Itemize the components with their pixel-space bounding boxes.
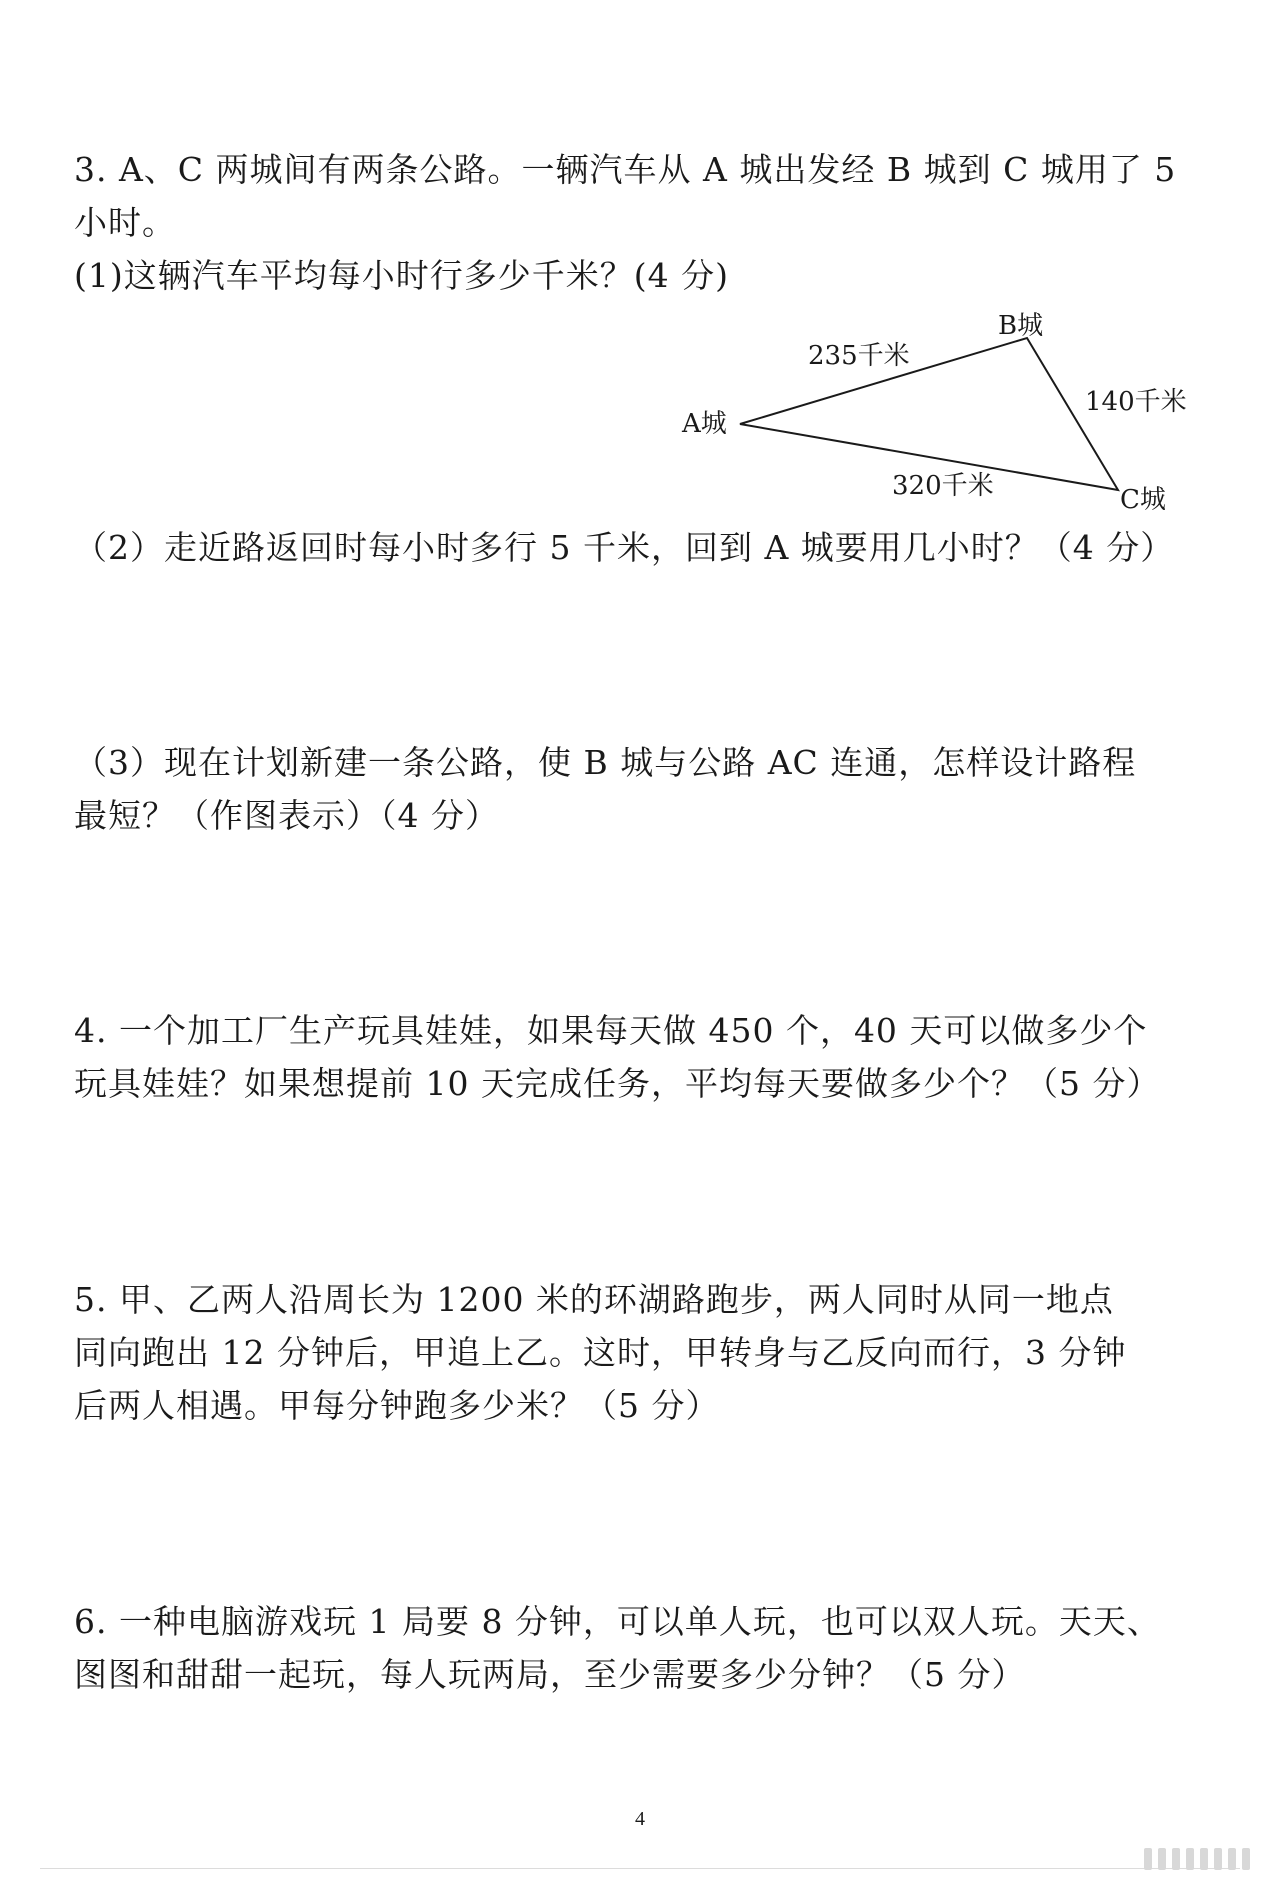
q5-text-line3: 后两人相遇。甲每分钟跑多少米？（5 分） [74,1386,720,1425]
q4-text-line1: 4. 一个加工厂生产玩具娃娃，如果每天做 450 个，40 天可以做多少个 [74,1011,1148,1050]
q3-text-line1: 3. A、C 两城间有两条公路。一辆汽车从 A 城出发经 B 城到 C 城用了 5 [74,150,1177,189]
footer-rule [40,1868,1240,1869]
q3-part3-line2: 最短？（作图表示）（4 分） [74,796,499,835]
q6-text-line2: 图图和甜甜一起玩，每人玩两局，至少需要多少分钟？（5 分） [74,1655,1026,1694]
q4-text-line2: 玩具娃娃？如果想提前 10 天完成任务，平均每天要做多少个？（5 分） [74,1064,1161,1103]
label-distance-bc: 140千米 [1085,387,1187,417]
scan-mark [1172,1848,1180,1870]
scan-mark [1186,1848,1194,1870]
scan-mark [1144,1848,1152,1870]
label-distance-ab: 235千米 [808,341,910,371]
q3-text-line2: 小时。 [74,203,176,242]
triangle-diagram [0,0,1280,560]
page-number: 4 [635,1808,645,1830]
q3-part2: （2）走近路返回时每小时多行 5 千米，回到 A 城要用几小时？（4 分） [74,528,1175,567]
label-distance-ac: 320千米 [892,471,994,501]
scan-marks [1144,1848,1250,1870]
scan-mark [1200,1848,1208,1870]
triangle-roads [740,338,1118,490]
q5-text-line2: 同向跑出 12 分钟后，甲追上乙。这时，甲转身与乙反向而行，3 分钟 [74,1333,1127,1372]
scan-mark [1242,1848,1250,1870]
label-c-city: C城 [1120,485,1166,515]
q6-text-line1: 6. 一种电脑游戏玩 1 局要 8 分钟，可以单人玩，也可以双人玩。天天、 [74,1602,1161,1641]
q5-text-line1: 5. 甲、乙两人沿周长为 1200 米的环湖路跑步，两人同时从同一地点 [74,1280,1114,1319]
scan-mark [1158,1848,1166,1870]
label-a-city: A城 [682,409,727,439]
q3-part1: (1)这辆汽车平均每小时行多少千米？(4 分) [74,256,729,295]
q3-part3-line1: （3）现在计划新建一条公路，使 B 城与公路 AC 连通，怎样设计路程 [74,743,1137,782]
scan-mark [1214,1848,1222,1870]
scan-mark [1228,1848,1236,1870]
label-b-city: B城 [998,311,1044,341]
